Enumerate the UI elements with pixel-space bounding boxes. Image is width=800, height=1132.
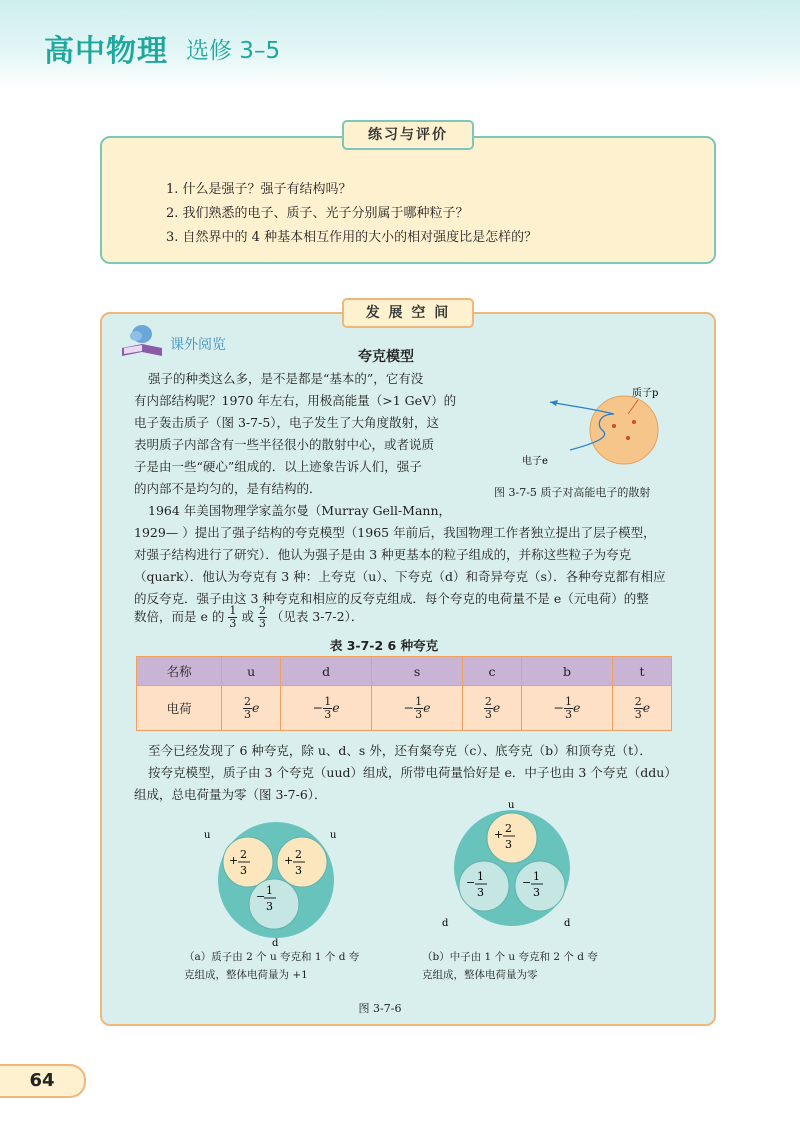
svg-text:3: 3 — [266, 900, 273, 913]
book-subtitle: 选修 3–5 — [186, 38, 281, 64]
electron-label: 电子e — [522, 456, 548, 467]
exercise-tag: 练习与评价 — [342, 120, 474, 150]
table-cell: s — [372, 657, 463, 686]
exercise-box — [100, 136, 716, 264]
table-cell: u — [222, 657, 281, 686]
table-cell: t — [612, 657, 671, 686]
charge-cell: − $\frac{1}{3}$ e — [522, 686, 613, 731]
table-cell: c — [463, 657, 522, 686]
proton-label: 质子p — [632, 388, 659, 399]
charge-cell: − $\frac{1}{3}$ e — [372, 686, 463, 731]
charge-cell: − $\frac{1}{3}$ e — [281, 686, 372, 731]
svg-text:2: 2 — [505, 822, 512, 835]
reading-label: 课外阅览 — [170, 337, 226, 353]
svg-text:2: 2 — [295, 848, 302, 861]
quark-label: u — [204, 830, 211, 841]
proton-quark-figure — [196, 818, 356, 948]
svg-text:+: + — [494, 828, 504, 841]
figure-caption-main: 图 3-7-6 — [358, 1002, 402, 1015]
paragraph-1: 强子的种类这么多，是不是都是“基本的”，它有没 有内部结构呢？1970 年左右，用极高能量（>1 GeV）的 电子轰击质子（图 3-7-5），电子发生了大角度散射，这 表明质子内部含有一些半径很小的散射中心，或者说质 子是由一些“硬心”组成的．以上迹象告诉人们，强子 的内部不是均匀的，是有结构的． — [134, 371, 457, 496]
table-cell: b — [522, 657, 613, 686]
table-title: 表 3-7-2 6 种夸克 — [329, 638, 439, 653]
question-item: 1. 什么是强子？强子有结构吗？ — [166, 182, 352, 197]
svg-text:−: − — [466, 876, 476, 889]
neutron-quark-figure — [434, 800, 594, 930]
quark-label: d — [564, 918, 571, 929]
svg-text:1: 1 — [477, 870, 484, 883]
quark-label: u — [508, 800, 515, 811]
svg-text:−: − — [256, 890, 266, 903]
svg-text:+: + — [284, 854, 294, 867]
table-cell: 名称 — [137, 657, 222, 686]
charge-cell: $\frac{2}{3}$ e — [222, 686, 281, 731]
paragraph-2: 1964 年美国物理学家盖尔曼（Murray Gell-Mann， 1929— ）提出了强子结构的夸克模型（1965 年前后，我国物理工作者独立提出了层子模型， 对强子结构进行了研究）．他认为强子是由 3 种更基本的粒子组成的，并称这些粒子为夸克 （quark）．他认为夸克有 3 种：上夸克（u）、下夸克（d）和奇异夸克（s）．各种夸克都有相应 的反夸克．强子由这 3 种夸克和相应的反夸克组成．每个夸克的电荷量不是 e（元电荷）的整 — [134, 503, 666, 606]
svg-text:3: 3 — [240, 864, 247, 877]
page-number: 64 — [0, 1064, 86, 1098]
quark-label: d — [442, 918, 449, 929]
paragraph-3: 至今已经发现了 6 种夸克，除 u、d、s 外，还有粲夸克（c）、底夸克（b）和顶夸克（t）． 按夸克模型，质子由 3 个夸克（uud）组成，所带电荷量恰好是 e．中子也由 3 个夸克（ddu） 组成，总电荷量为零（图 3-7-6）． — [134, 743, 677, 802]
svg-text:3: 3 — [295, 864, 302, 877]
svg-text:2: 2 — [240, 848, 247, 861]
page-header — [0, 0, 800, 90]
paragraph-2-last: 数倍，而是 e 的 $\frac{1}{3}$ 或 $\frac{2}{3}$ （见表 3-7-2）． — [134, 604, 364, 630]
quark-table — [136, 656, 672, 731]
figure-a-caption: （a）质子由 2 个 u 夸克和 1 个 d 夸 克组成，整体电荷量为 +1 — [184, 951, 360, 981]
quark-label: d — [272, 938, 279, 948]
question-item: 3. 自然界中的 4 种基本相互作用的大小的相对强度比是怎样的？ — [166, 230, 538, 245]
question-list — [166, 178, 537, 250]
question-item: 2. 我们熟悉的电子、质子、光子分别属于哪种粒子？ — [166, 206, 469, 221]
book-title: 高中物理 — [44, 34, 168, 69]
svg-text:1: 1 — [266, 884, 273, 897]
svg-text:3: 3 — [505, 838, 512, 851]
article-title: 夸克模型 — [358, 349, 414, 365]
table-cell: 电荷 — [137, 686, 222, 731]
svg-text:−: − — [522, 876, 532, 889]
charge-cell: $\frac{2}{3}$ e — [612, 686, 671, 731]
svg-text:3: 3 — [533, 886, 540, 899]
svg-text:3: 3 — [477, 886, 484, 899]
table-row — [137, 686, 672, 731]
table-row — [137, 657, 672, 686]
charge-cell: $\frac{2}{3}$ e — [463, 686, 522, 731]
figure-b-caption: （b）中子由 1 个 u 夸克和 2 个 d 夸 克组成，整体电荷量为零 — [422, 951, 598, 981]
figure-caption: 图 3-7-5 质子对高能电子的散射 — [494, 486, 651, 499]
proton-scattering-figure — [510, 378, 670, 478]
svg-text:1: 1 — [533, 870, 540, 883]
development-tag: 发 展 空 间 — [342, 298, 474, 328]
table-cell: d — [281, 657, 372, 686]
quark-label: u — [330, 830, 337, 841]
svg-text:+: + — [229, 854, 239, 867]
